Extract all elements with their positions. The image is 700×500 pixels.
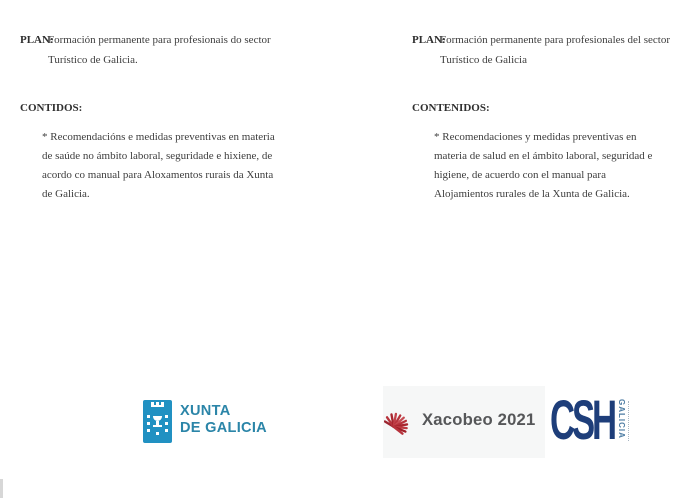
xunta-de-galicia-logo xyxy=(143,400,270,443)
csh-side-block xyxy=(617,397,629,443)
scan-edge-artifact xyxy=(0,479,3,498)
contents-line: de Galicia. xyxy=(42,187,90,200)
plan-row xyxy=(20,31,320,70)
contents-line: * Recomendacións e medidas preventivas en materia xyxy=(42,130,275,143)
contents-line: Alojamientos rurales de la Xunta de Galicia. xyxy=(434,187,630,200)
crest-crown xyxy=(151,405,164,407)
contents-line: acordo co manual para Aloxamentos rurais da Xunta xyxy=(42,168,274,181)
crest-chalice-stem xyxy=(156,421,159,425)
xacobeo-wordmark: Xacobeo 2021 xyxy=(422,410,536,429)
crest-crosses xyxy=(147,415,150,418)
micro-text-line xyxy=(628,401,629,441)
crest-chalice-base xyxy=(153,425,162,427)
plan-label: PLAN: xyxy=(20,34,54,46)
contents-heading: CONTIDOS: xyxy=(20,102,83,114)
contents-line: materia de salud en el ámbito laboral, seguridad e xyxy=(434,149,653,162)
crest-chalice-cup xyxy=(153,416,162,421)
csh-wordmark: CSH xyxy=(550,388,615,451)
column-spanish xyxy=(412,31,697,204)
column-galician xyxy=(20,31,320,204)
xunta-wordmark xyxy=(180,403,267,436)
plan-line: Formación permanente para profesionais do sector xyxy=(48,34,271,46)
plan-text xyxy=(48,31,271,70)
xunta-wordmark-line2: DE GALICIA xyxy=(180,418,267,436)
contents-heading: CONTENIDOS: xyxy=(412,102,490,114)
contents-line: de saúde no ámbito laboral, seguridade e hixiene, de xyxy=(42,149,273,162)
contents-line: higiene, de acuerdo con el manual para xyxy=(434,168,606,181)
plan-line: Formación permanente para profesionales del sector xyxy=(440,34,670,46)
crest-bottom-cross xyxy=(156,432,159,435)
contents-paragraph xyxy=(434,128,697,204)
plan-line: Turístico de Galicia. xyxy=(48,53,138,66)
plan-line: Turístico de Galicia xyxy=(440,53,527,66)
plan-label: PLAN: xyxy=(412,34,446,46)
plan-text xyxy=(440,31,670,70)
galicia-crest-icon xyxy=(143,400,172,443)
contents-paragraph xyxy=(42,128,320,204)
contents-line: * Recomendaciones y medidas preventivas en xyxy=(434,130,637,143)
xunta-wordmark-line1: XUNTA xyxy=(180,402,231,419)
plan-row xyxy=(412,31,697,70)
csh-galicia-logo xyxy=(550,388,629,451)
scan-shade-artifact xyxy=(383,386,545,458)
csh-region-vertical-text: GALICIA xyxy=(617,399,627,439)
